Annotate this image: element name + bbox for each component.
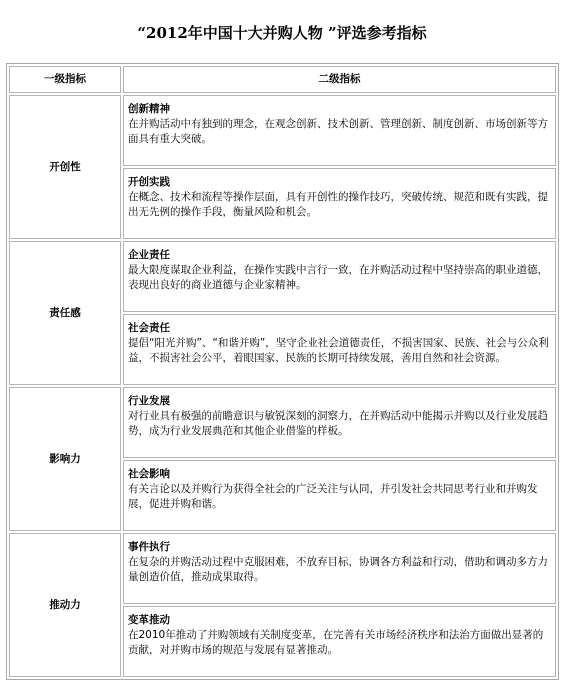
- table-row: [9, 241, 556, 312]
- indicator-description: 在2010年推动了并购领域有关制度变革，在完善有关市场经济秩序和法治方面做出显著的贡献，对并购市场的规范与发展有显著推动。: [128, 629, 544, 656]
- indicator-title: 开创实践: [128, 176, 170, 188]
- indicator-description: 在概念、技术和流程等操作层面，具有开创性的操作技巧，突破传统、规范和既有实践，提出无先例的操作手段，衡量风险和机会。: [128, 191, 548, 218]
- level2-cell: [123, 241, 556, 312]
- header-level1: 一级指标: [9, 66, 121, 93]
- indicator-title: 社会责任: [128, 322, 170, 334]
- level2-cell: [123, 168, 556, 239]
- level2-cell: [123, 606, 556, 677]
- table-header-row: [9, 66, 556, 93]
- indicator-description: 最大限度谋取企业利益，在操作实践中言行一致，在并购活动过程中坚持崇高的职业道德，表现出良好的商业道德与企业家精神。: [128, 264, 548, 291]
- header-level2: 二级指标: [123, 66, 556, 93]
- level1-cell: 推动力: [9, 533, 121, 677]
- indicator-title: 企业责任: [128, 249, 170, 261]
- level2-cell: [123, 387, 556, 458]
- indicator-description: 在复杂的并购活动过程中克服困难，不放弃目标，协调各方利益和行动，借助和调动多方力量创造价值，推动成果取得。: [128, 556, 548, 583]
- level1-cell: 开创性: [9, 95, 121, 239]
- level1-cell: 责任感: [9, 241, 121, 385]
- level1-cell: 影响力: [9, 387, 121, 531]
- indicator-title: 事件执行: [128, 541, 170, 553]
- table-row: [9, 95, 556, 166]
- level2-cell: [123, 314, 556, 385]
- indicator-title: 创新精神: [128, 103, 170, 115]
- indicator-description: 在并购活动中有独到的理念，在观念创新、技术创新、管理创新、制度创新、市场创新等方面具有重大突破。: [128, 118, 548, 145]
- page-title: “2012年中国十大并购人物 ”评选参考指标: [137, 24, 427, 42]
- indicator-description: 对行业具有极强的前瞻意识与敏锐深刻的洞察力，在并购活动中能揭示并购以及行业发展趋势，成为行业发展典范和其他企业借鉴的样板。: [128, 410, 548, 437]
- level2-cell: [123, 533, 556, 604]
- level2-cell: [123, 95, 556, 166]
- indicator-title: 社会影响: [128, 468, 170, 480]
- table-row: [9, 533, 556, 604]
- table-row: [9, 387, 556, 458]
- indicator-description: 有关言论以及并购行为获得全社会的广泛关注与认同，并引发社会共同思考行业和并购发展，促进并购和谐。: [128, 483, 538, 510]
- indicator-title: 行业发展: [128, 395, 170, 407]
- criteria-table: [6, 63, 559, 680]
- indicator-description: 提倡“阳光并购”、“和谐并购”，坚守企业社会道德责任，不损害国家、民族、社会与公众利益，不损害社会公平，着眼国家、民族的长期可持续发展，善用自然和社会资源。: [128, 337, 549, 364]
- indicator-title: 变革推动: [128, 614, 170, 626]
- level2-cell: [123, 460, 556, 531]
